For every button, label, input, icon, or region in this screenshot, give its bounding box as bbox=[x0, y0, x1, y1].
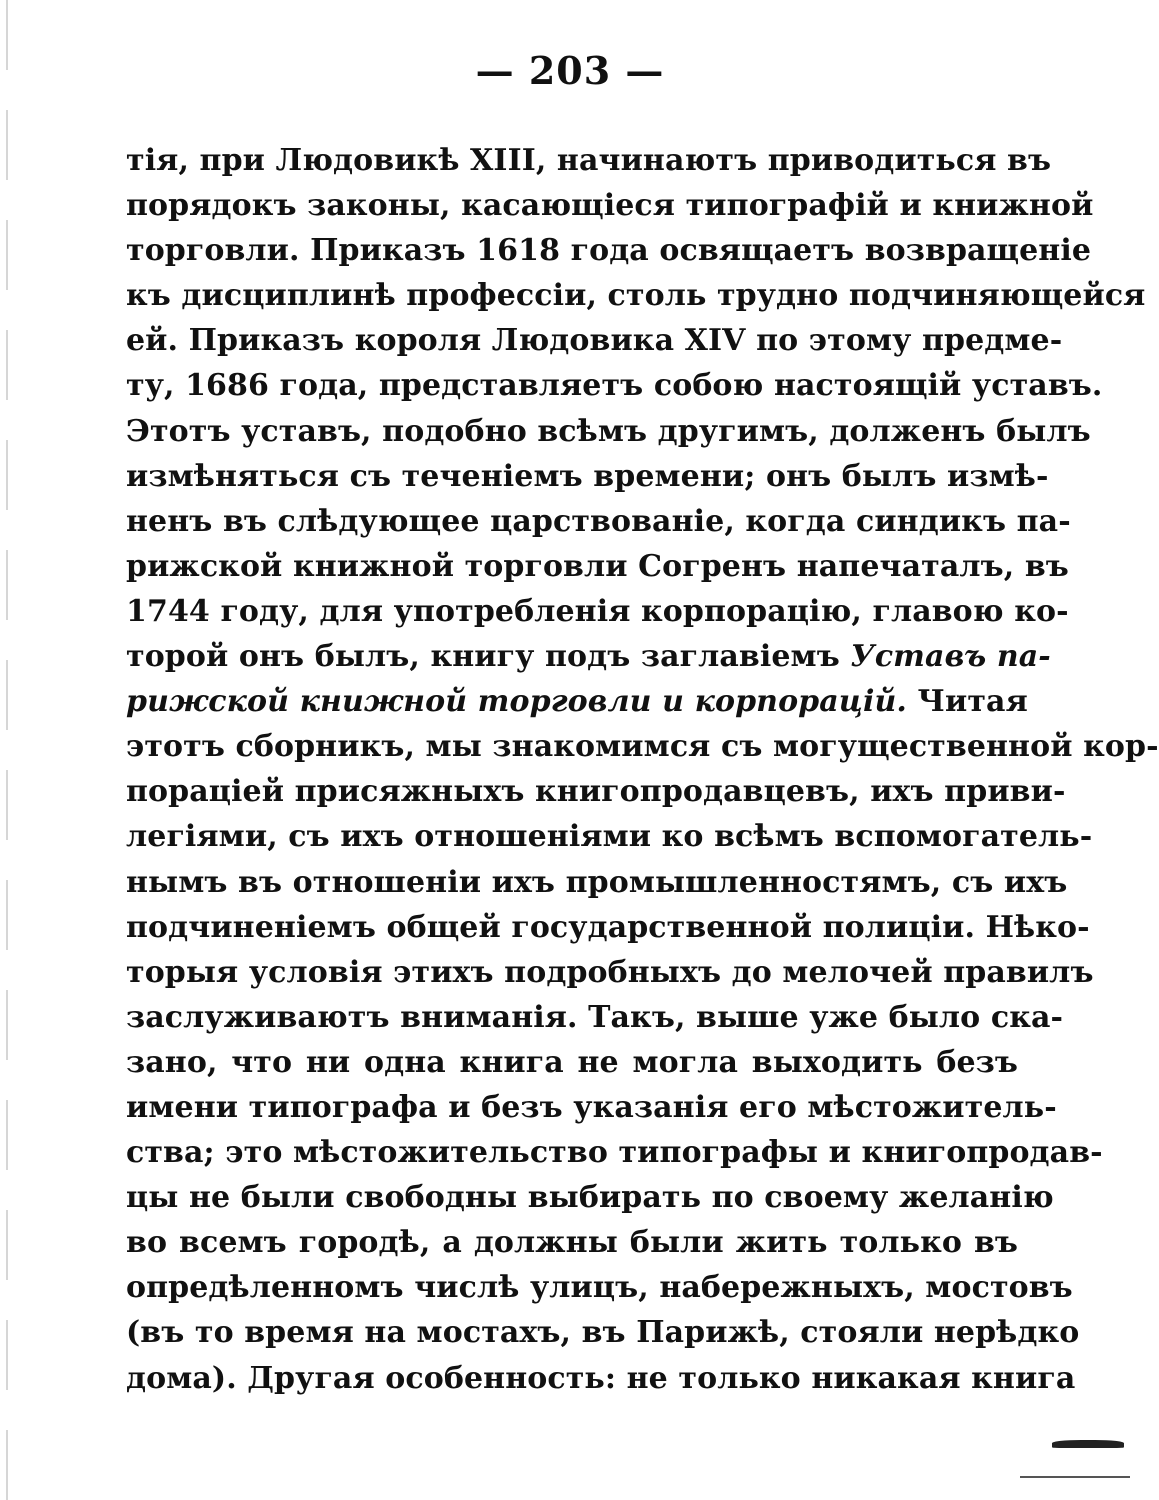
text-line-26: опредѣленномъ числѣ улицъ, набережныхъ, мостовъ bbox=[126, 1270, 1073, 1306]
text-line-1: тія, при Людовикѣ XIII, начинаютъ приводиться въ bbox=[126, 143, 1052, 178]
text-line-27: (въ то время на мостахъ, въ Парижѣ, стояли нерѣдко bbox=[126, 1315, 1080, 1351]
text-line-9: ненъ въ слѣдующее царствованіе, когда синдикъ па- bbox=[126, 503, 1071, 539]
text-line-22: имени типографа и безъ указанія его мѣстожитель- bbox=[126, 1089, 1057, 1125]
text-line-13-regular: Читая bbox=[917, 684, 1028, 720]
text-line-5: ей. Приказъ короля Людовика XIV по этому предме- bbox=[126, 323, 1063, 359]
body-text bbox=[126, 138, 1159, 1401]
text-line-12 bbox=[126, 634, 1051, 679]
text-line-12-regular: торой онъ былъ, книгу подъ заглавіемъ bbox=[126, 639, 840, 675]
text-line-7: Этотъ уставъ, подобно всѣмъ другимъ, долженъ былъ bbox=[126, 413, 1091, 449]
text-line-13 bbox=[126, 679, 1028, 724]
text-line-6: ту, 1686 года, представляетъ собою настоящій уставъ. bbox=[126, 368, 1103, 404]
book-title-part-2: рижской книжной торговли и корпорацій. bbox=[126, 684, 907, 720]
text-line-24: цы не были свободны выбирать по своему желанію bbox=[126, 1180, 1054, 1216]
text-line-19: торыя условія этихъ подробныхъ до мелочей правилъ bbox=[126, 954, 1094, 990]
scan-edge-line bbox=[1020, 1476, 1130, 1478]
text-line-15: пораціей присяжныхъ книгопродавцевъ, ихъ приви- bbox=[126, 774, 1066, 810]
text-line-14: этотъ сборникъ, мы знакомимся съ могущественной кор- bbox=[126, 729, 1159, 765]
text-line-21: зано, что ни одна книга не могла выходить безъ bbox=[126, 1044, 1018, 1080]
text-line-18: подчиненіемъ общей государственной полиціи. Нѣко- bbox=[126, 909, 1090, 945]
text-line-3: торговли. Приказъ 1618 года освящаетъ возвращеніе bbox=[126, 233, 1092, 269]
page-number: — 203 — bbox=[475, 48, 665, 93]
text-line-20: заслуживаютъ вниманія. Такъ, выше уже было ска- bbox=[126, 999, 1064, 1035]
text-line-16: легіями, съ ихъ отношеніями ко всѣмъ вспомогатель- bbox=[126, 819, 1093, 855]
scan-ink-mark bbox=[1052, 1440, 1124, 1448]
text-line-28: дома). Другая особенность: не только никакая книга bbox=[126, 1360, 1076, 1396]
text-line-17: нымъ въ отношеніи ихъ промышленностямъ, съ ихъ bbox=[126, 864, 1068, 900]
text-line-10: рижской книжной торговли Согренъ напечаталъ, въ bbox=[126, 548, 1069, 584]
scan-margin-edge bbox=[6, 0, 8, 1500]
book-title-part-1: Уставъ па- bbox=[850, 639, 1051, 675]
text-line-8: измѣняться съ теченіемъ времени; онъ былъ измѣ- bbox=[126, 458, 1049, 494]
text-line-23: ства; это мѣстожительство типографы и книгопродав- bbox=[126, 1135, 1103, 1171]
text-line-11: 1744 году, для употребленія корпорацію, главою ко- bbox=[126, 593, 1069, 629]
text-line-2: порядокъ законы, касающіеся типографій и книжной bbox=[126, 188, 1094, 224]
text-line-4: къ дисциплинѣ профессіи, столь трудно подчиняющейся bbox=[126, 278, 1146, 314]
text-line-25: во всемъ городѣ, а должны были жить только въ bbox=[126, 1225, 1018, 1261]
